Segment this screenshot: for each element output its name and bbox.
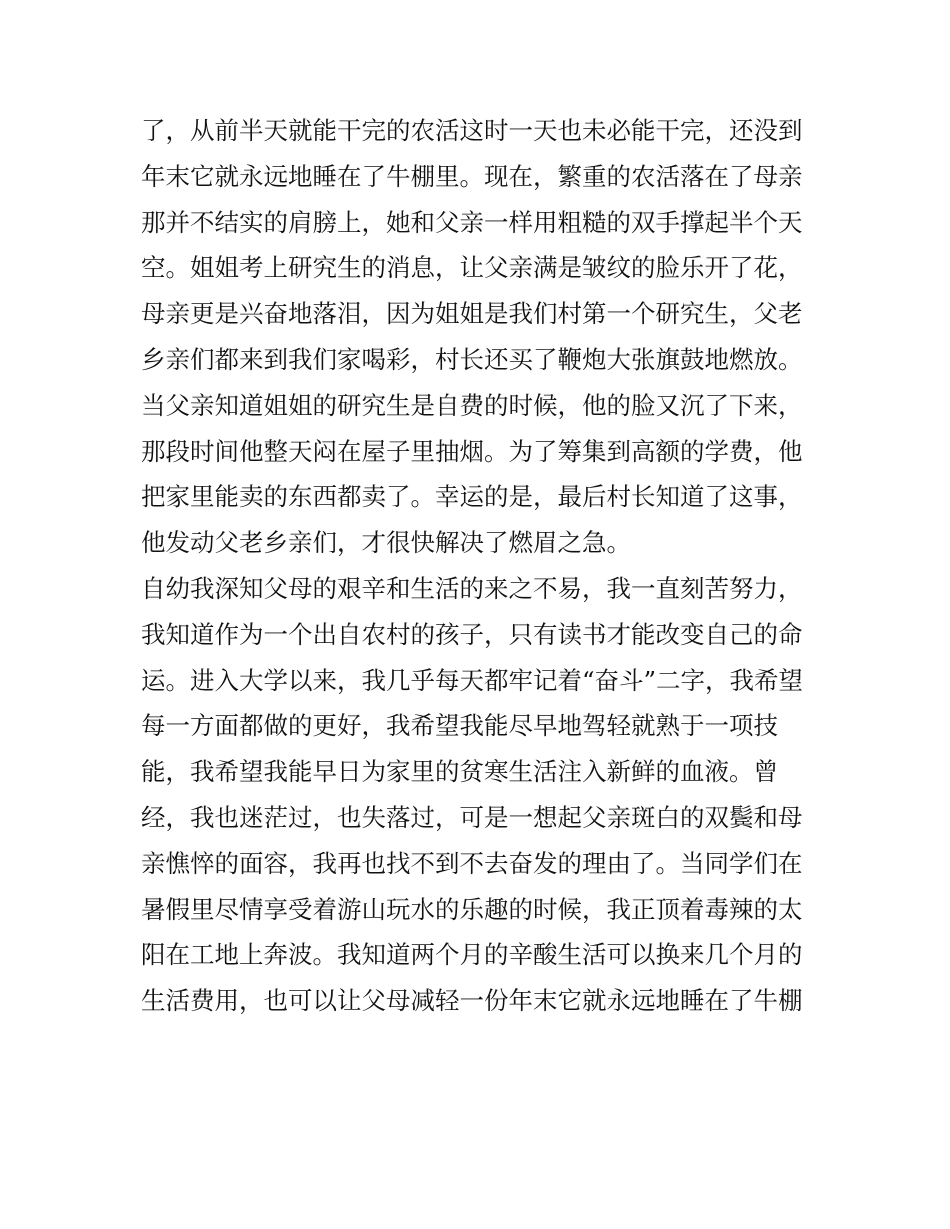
text-line: 了，从前半天就能干完的农活这时一天也未必能干完，还没到 xyxy=(141,116,803,145)
text-line: 经，我也迷茫过，也失落过，可是一想起父亲斑白的双鬓和母 xyxy=(141,802,803,832)
text-line: 乡亲们都来到我们家喝彩，村长还买了鞭炮大张旗鼓地燃放。 xyxy=(141,344,803,374)
text-line: 空。姐姐考上研究生的消息，让父亲满是皱纹的脸乐开了花， xyxy=(141,253,803,283)
text-line: 自幼我深知父母的艰辛和生活的来之不易，我一直刻苦努力， xyxy=(141,573,803,603)
text-line: 我知道作为一个出自农村的孩子，只有读书才能改变自己的命 xyxy=(141,619,803,649)
text-line: 母亲更是兴奋地落泪，因为姐姐是我们村第一个研究生，父老 xyxy=(141,299,803,329)
text-line: 生活费用，也可以让父母减轻一份年末它就永远地睡在了牛棚 xyxy=(141,986,803,1016)
text-line: 亲憔悴的面容，我再也找不到不去奋发的理由了。当同学们在 xyxy=(141,848,803,878)
text-line: 阳在工地上奔波。我知道两个月的辛酸生活可以换来几个月的 xyxy=(141,940,803,970)
text-line: 把家里能卖的东西都卖了。幸运的是，最后村长知道了这事， xyxy=(141,482,803,512)
text-line: 他发动父老乡亲们，才很快解决了燃眉之急。 xyxy=(141,528,631,558)
text-line: 那段时间他整天闷在屋子里抽烟。为了筹集到高额的学费，他 xyxy=(141,436,803,466)
text-line: 每一方面都做的更好，我希望我能尽早地驾轻就熟于一项技 xyxy=(141,711,778,741)
text-line: 当父亲知道姐姐的研究生是自费的时候，他的脸又沉了下来， xyxy=(141,390,803,420)
text-line: 能，我希望我能早日为家里的贫寒生活注入新鲜的血液。曾 xyxy=(141,757,778,787)
body-text xyxy=(141,108,816,1024)
text-line: 运。进入大学以来，我几乎每天都牢记着“奋斗”二字，我希望 xyxy=(141,665,804,695)
text-line: 那并不结实的肩膀上，她和父亲一样用粗糙的双手撑起半个天 xyxy=(141,207,803,237)
text-line: 年末它就永远地睡在了牛棚里。现在，繁重的农活落在了母亲 xyxy=(141,161,803,191)
text-line: 暑假里尽情享受着游山玩水的乐趣的时候，我正顶着毒辣的太 xyxy=(141,894,803,924)
